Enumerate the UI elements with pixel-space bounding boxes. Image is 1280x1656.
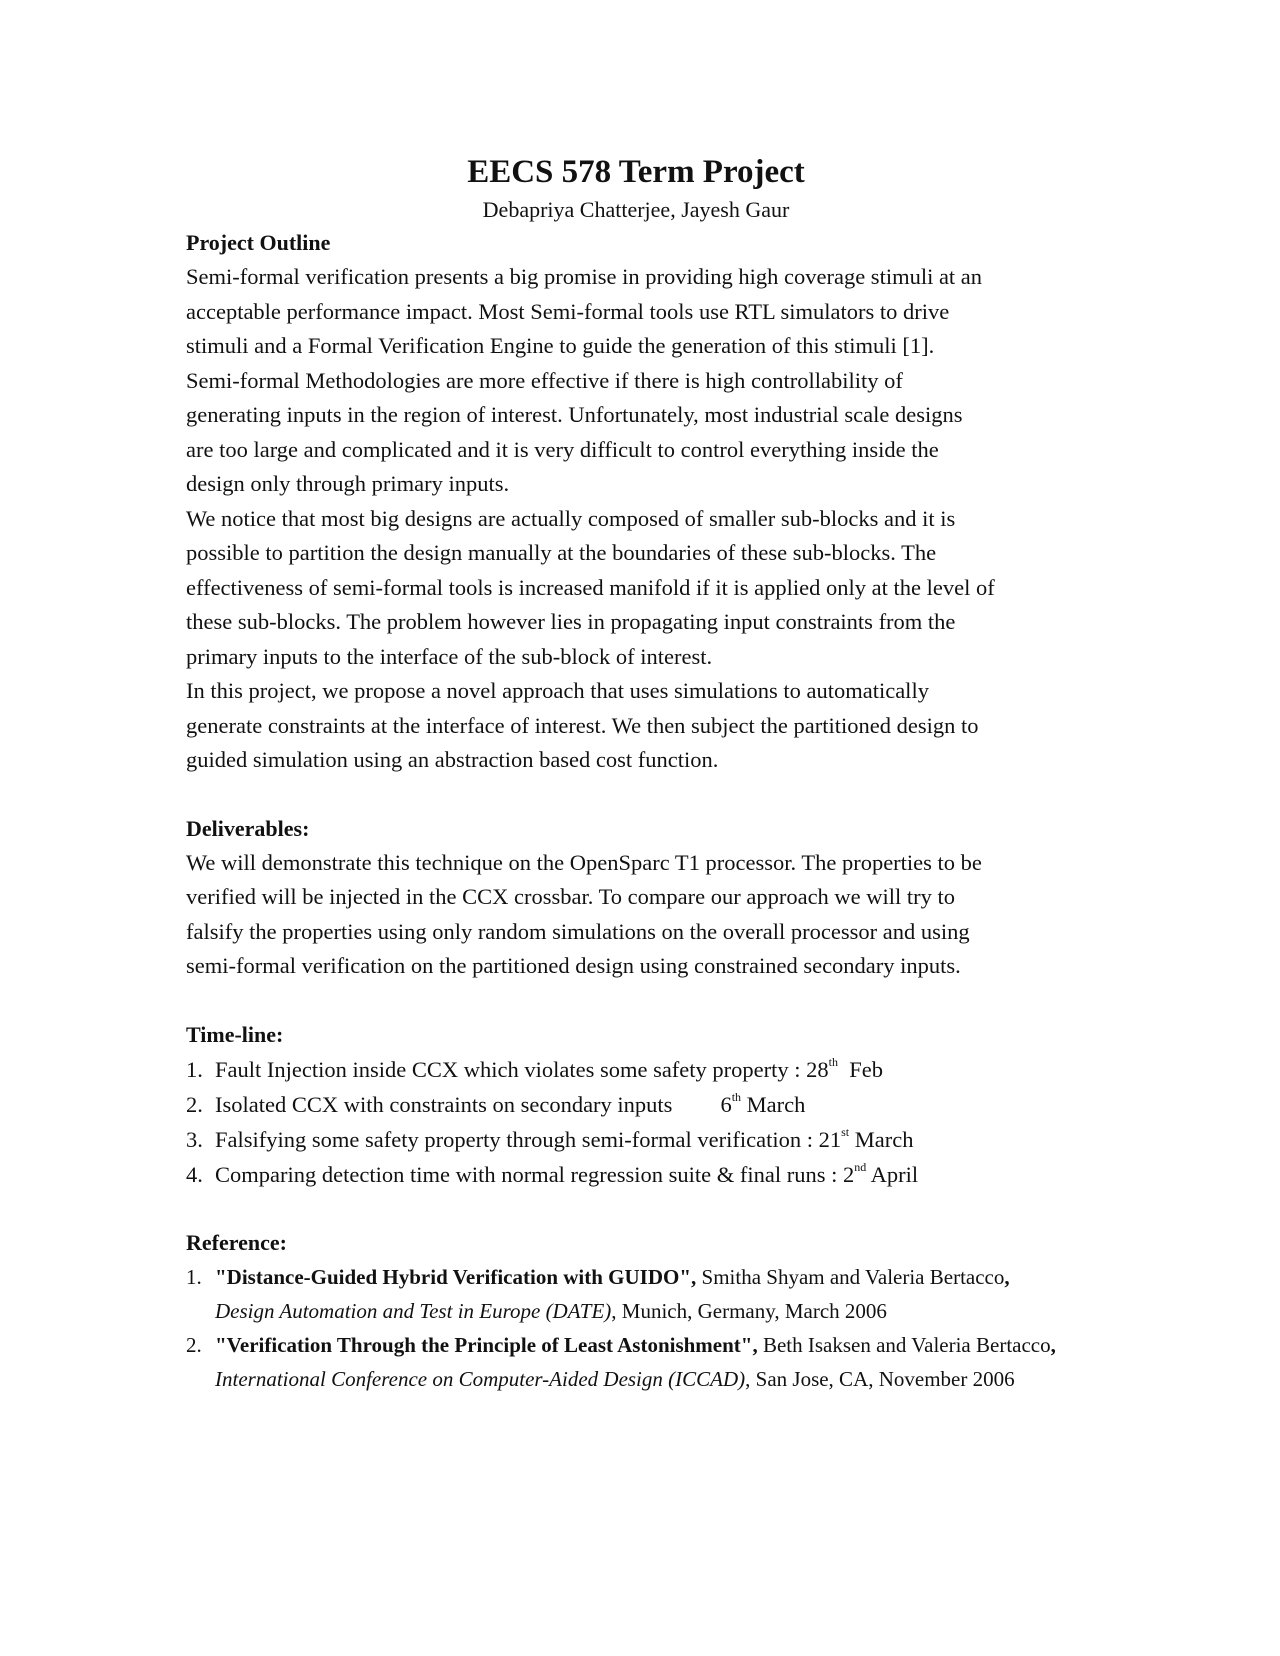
deliverables-heading: Deliverables:	[186, 815, 310, 841]
item-text: Fault Injection inside CCX which violates some safety property : 28	[215, 1056, 829, 1082]
item-date: Feb	[838, 1056, 883, 1082]
reference-authors: Beth Isaksen and Valeria Bertacco	[757, 1332, 1051, 1357]
item-number: 4.	[186, 1161, 203, 1187]
document-authors: Debapriya Chatterjee, Jayesh Gaur	[482, 197, 790, 222]
timeline-item	[186, 1122, 1086, 1157]
item-day: 6	[720, 1091, 732, 1117]
text-line: acceptable performance impact. Most Semi-formal tools use RTL simulators to drive	[186, 298, 950, 324]
reference-venue: Design Automation and Test in Europe (DATE)	[215, 1298, 612, 1323]
timeline-item	[186, 1087, 1086, 1122]
item-number: 1.	[186, 1264, 202, 1289]
text-line: Semi-formal verification presents a big promise in providing high coverage stimuli at an	[186, 264, 983, 289]
outline-paragraph-1	[186, 260, 1086, 502]
reference-venue: International Conference on Computer-Aided Design (ICCAD)	[215, 1366, 746, 1391]
text-line: generate constraints at the interface of interest. We then subject the partitioned design to	[186, 712, 979, 738]
outline-paragraph-2	[186, 502, 1086, 675]
timeline-heading: Time-line:	[186, 1021, 284, 1047]
reference-authors: Smitha Shyam and Valeria Bertacco	[696, 1264, 1005, 1289]
item-text: Falsifying some safety property through semi-formal verification : 21	[215, 1126, 842, 1152]
reference-comma: ,	[1050, 1332, 1056, 1357]
timeline-item	[186, 1157, 1086, 1192]
reference-item	[186, 1328, 1086, 1396]
text-line: Semi-formal Methodologies are more effective if there is high controllability of	[186, 367, 903, 393]
reference-title: "Verification Through the Principle of Least Astonishment",	[215, 1332, 758, 1357]
timeline-item	[186, 1052, 1086, 1087]
text-line: are too large and complicated and it is very difficult to control everything inside the	[186, 436, 939, 462]
references-heading: Reference:	[186, 1229, 287, 1255]
document-title: EECS 578 Term Project	[467, 154, 805, 190]
item-number: 2.	[186, 1091, 203, 1117]
item-date: March	[849, 1126, 914, 1152]
item-number: 3.	[186, 1126, 203, 1152]
ordinal-suffix: th	[828, 1054, 838, 1069]
text-line: semi-formal verification on the partitioned design using constrained secondary inputs.	[186, 953, 961, 978]
text-line: stimuli and a Formal Verification Engine to guide the generation of this stimuli [1].	[186, 333, 935, 358]
item-date: April	[866, 1161, 919, 1187]
item-text: Comparing detection time with normal regression suite & final runs : 2	[215, 1161, 855, 1187]
deliverables-paragraph	[186, 846, 1086, 984]
reference-item	[186, 1260, 1086, 1328]
text-line: possible to partition the design manually at the boundaries of these sub-blocks. The	[186, 540, 937, 565]
text-line: effectiveness of semi-formal tools is increased manifold if it is applied only at the level of	[186, 574, 995, 600]
references-list	[186, 1260, 1086, 1396]
section-spacer	[186, 984, 1086, 1018]
item-number: 1.	[186, 1056, 203, 1082]
item-date: March	[741, 1091, 806, 1117]
item-number: 2.	[186, 1332, 202, 1357]
text-line: these sub-blocks. The problem however lies in propagating input constraints from the	[186, 609, 956, 634]
text-line: primary inputs to the interface of the sub-block of interest.	[186, 643, 713, 669]
section-spacer	[186, 1192, 1086, 1226]
reference-details: , San Jose, CA, November 2006	[745, 1366, 1015, 1391]
text-line: falsify the properties using only random simulations on the overall processor and using	[186, 918, 970, 944]
text-line: We will demonstrate this technique on the OpenSparc T1 processor. The properties to be	[186, 849, 982, 875]
timeline-list	[186, 1052, 1086, 1192]
text-line: In this project, we propose a novel approach that uses simulations to automatically	[186, 678, 929, 703]
document-page	[186, 150, 1086, 1396]
outline-paragraph-3	[186, 674, 1086, 778]
reference-comma: ,	[1004, 1264, 1010, 1289]
ordinal-suffix: th	[731, 1089, 742, 1104]
section-spacer	[186, 778, 1086, 812]
outline-heading: Project Outline	[186, 230, 331, 255]
ordinal-suffix: nd	[854, 1159, 867, 1174]
text-line: generating inputs in the region of interest. Unfortunately, most industrial scale designs	[186, 402, 963, 427]
text-line: design only through primary inputs.	[186, 471, 510, 496]
item-text: Isolated CCX with constraints on secondary inputs	[215, 1091, 673, 1117]
text-line: We notice that most big designs are actually composed of smaller sub-blocks and it is	[186, 505, 956, 531]
reference-title: "Distance-Guided Hybrid Verification with GUIDO",	[215, 1264, 697, 1289]
text-line: verified will be injected in the CCX crossbar. To compare our approach we will try to	[186, 884, 956, 909]
reference-details: , Munich, Germany, March 2006	[611, 1298, 887, 1323]
text-line: guided simulation using an abstraction based cost function.	[186, 747, 719, 772]
ordinal-suffix: st	[841, 1124, 850, 1139]
